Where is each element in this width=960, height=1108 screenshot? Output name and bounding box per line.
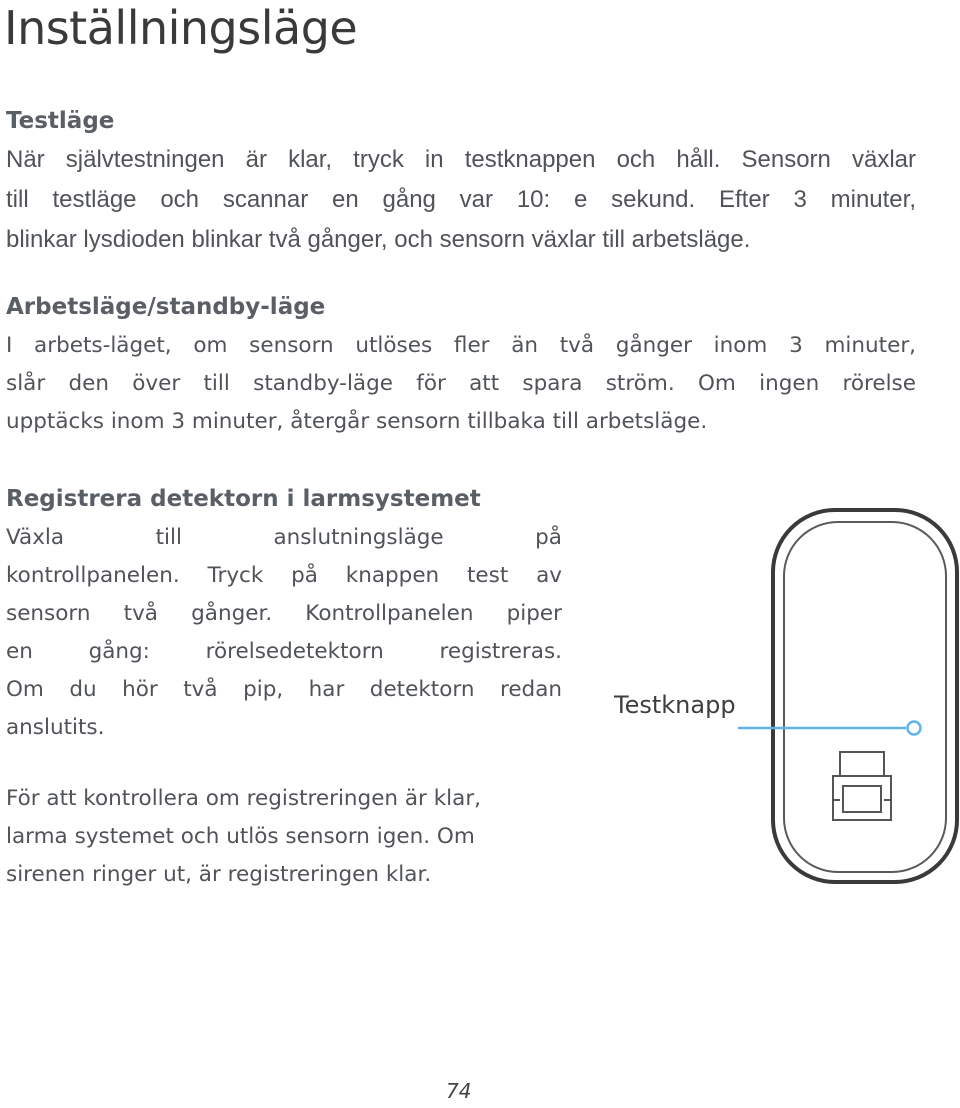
text-line: till testläge och scannar en gång var 10: e sekund. Efter 3 minuter, xyxy=(6,186,916,213)
text-line: För att kontrollera om registreringen är klar, xyxy=(6,786,482,811)
text-line: blinkar lysdioden blinkar två gånger, och sensorn växlar till arbetsläge. xyxy=(6,226,751,253)
text-line: larma systemet och utlös sensorn igen. Om xyxy=(6,824,475,849)
page-number: 74 xyxy=(446,1079,472,1103)
text-line: upptäcks inom 3 minuter, återgår sensorn tillbaka till arbetsläge. xyxy=(6,409,708,434)
text-line: anslutits. xyxy=(6,715,105,740)
text-line: slår den över till standby-läge för att spara ström. Om ingen rörelse xyxy=(6,371,916,396)
register-paragraph xyxy=(6,519,562,747)
page-title: Inställningsläge xyxy=(4,1,358,55)
test-button-label: Testknapp xyxy=(614,691,736,719)
section-heading-register: Registrera detektorn i larmsystemet xyxy=(6,486,481,512)
text-line: Växla till anslutningsläge på xyxy=(6,525,562,550)
test-mode-paragraph xyxy=(6,140,916,260)
standby-mode-paragraph xyxy=(6,327,916,441)
text-line: Om du hör två pip, har detektorn redan xyxy=(6,677,562,702)
text-line: sirenen ringer ut, är registreringen klar. xyxy=(6,862,432,887)
section-heading-standby-mode: Arbetsläge/standby-läge xyxy=(6,294,326,320)
text-line: sensorn två gånger. Kontrollpanelen piper xyxy=(6,601,562,626)
text-line: När självtestningen är klar, tryck in testknappen och håll. Sensorn växlar xyxy=(6,146,916,173)
text-line: en gång: rörelsedetektorn registreras. xyxy=(6,639,562,664)
check-paragraph xyxy=(6,780,576,894)
section-heading-test-mode: Testläge xyxy=(6,108,115,134)
text-line: I arbets-läget, om sensorn utlöses fler än två gånger inom 3 minuter, xyxy=(6,333,916,358)
text-line: kontrollpanelen. Tryck på knappen test av xyxy=(6,563,562,588)
test-button-icon xyxy=(908,722,921,735)
